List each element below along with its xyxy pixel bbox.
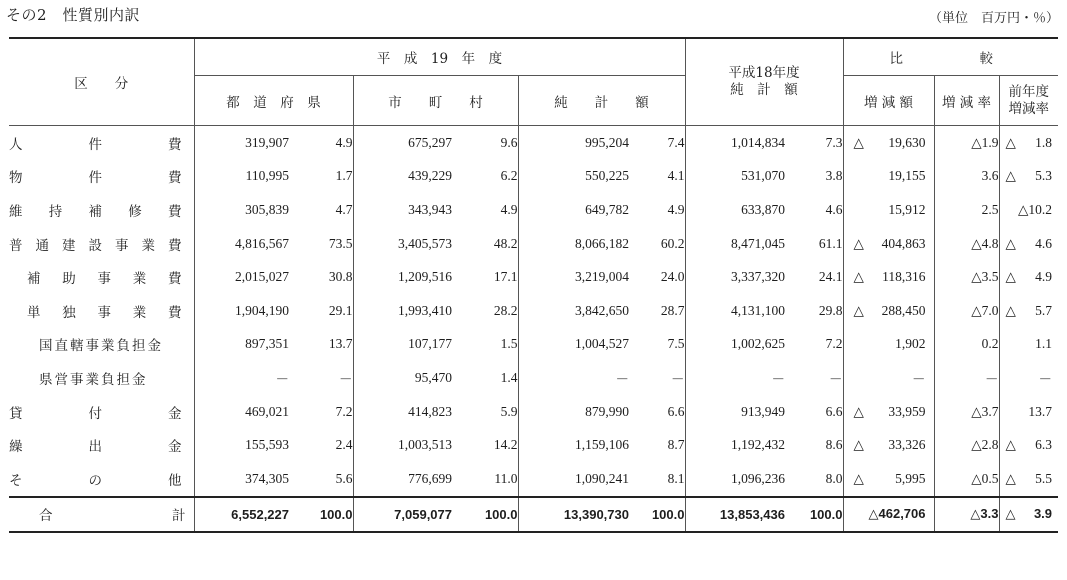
prev-rate-sign: △ <box>1005 134 1016 150</box>
prev-value: 3,337,320 <box>685 260 785 294</box>
muni-value: 675,297 <box>353 126 452 160</box>
h18-line2: 純 計 額 <box>730 82 798 98</box>
diff-amount: 33,326 <box>888 437 926 453</box>
prev-rate-amount: 1.1 <box>1035 336 1053 352</box>
row-label: 普 通 建 設 事 業 費 <box>9 237 182 254</box>
table-row <box>9 462 1058 497</box>
muni-pct: 28.2 <box>493 302 518 318</box>
rate-value: 2.5 <box>934 193 999 227</box>
rate-value: △7.0 <box>934 294 999 328</box>
col-zogengaku-header: 増 減 額 <box>843 76 934 126</box>
prev-rate-value <box>999 428 1058 462</box>
prev-rate-value <box>999 260 1058 294</box>
prev-rate-amount: △10.2 <box>1018 201 1053 217</box>
pref-value: 110,995 <box>194 160 289 194</box>
kaku-label: 較 <box>979 51 994 67</box>
prev-rate-value <box>999 126 1058 160</box>
net-pct: 4.9 <box>667 201 685 217</box>
page-title: その2 性質別内訳 <box>6 6 141 24</box>
pref-pct: 73.5 <box>328 235 353 251</box>
muni-value: 1,209,516 <box>353 260 452 294</box>
prev-rate-amount: 4.6 <box>1035 235 1053 251</box>
diff-sign: △ <box>853 470 864 486</box>
prev-value: 13,853,436 <box>685 497 785 533</box>
prev-rate-sign: △ <box>1005 470 1016 486</box>
prev-value: 8,471,045 <box>685 227 785 261</box>
net-value: 1,004,527 <box>518 328 629 362</box>
table-row <box>9 160 1058 194</box>
prev-pct: 29.8 <box>818 302 843 318</box>
pref-value: 305,839 <box>194 193 289 227</box>
pref-pct: 30.8 <box>328 269 353 285</box>
diff-value <box>843 160 934 194</box>
pref-pct: 5.6 <box>335 470 353 486</box>
prev-rate-sign: △ <box>1005 269 1016 285</box>
prev-rate-amount: 1.8 <box>1035 134 1053 150</box>
diff-sign: △ <box>853 134 864 150</box>
diff-amount: 19,155 <box>888 168 926 184</box>
prev-pct: 61.1 <box>818 235 843 251</box>
muni-value: 439,229 <box>353 160 452 194</box>
prev-value: 1,014,834 <box>685 126 785 160</box>
prev-rate-value <box>999 328 1058 362</box>
prev-rate-value <box>999 395 1058 429</box>
row-label: 国直轄事業負担金 <box>39 338 163 355</box>
col-h18-header <box>685 38 843 126</box>
prev-rate-sign: △ <box>1005 168 1016 184</box>
diff-value <box>843 361 934 395</box>
prev-rate-value <box>999 227 1058 261</box>
prev-value: 1,192,432 <box>685 428 785 462</box>
pref-pct: 2.4 <box>335 437 353 453</box>
muni-pct: 48.2 <box>493 235 518 251</box>
table-row <box>9 227 1058 261</box>
table-row <box>9 328 1058 362</box>
muni-pct: 9.6 <box>500 134 518 150</box>
diff-value <box>843 497 934 533</box>
diff-amount: 288,450 <box>881 302 926 318</box>
row-label: 繰 出 金 <box>9 439 182 456</box>
net-pct: 6.6 <box>667 403 685 419</box>
prev-pct: 4.6 <box>825 201 843 217</box>
rate-value: 3.6 <box>934 160 999 194</box>
muni-value: 776,699 <box>353 462 452 497</box>
col-todofuken-header: 都 道 府 県 <box>194 76 353 126</box>
prev-rate-value <box>999 462 1058 497</box>
prev-rate-sign: △ <box>1005 302 1016 318</box>
prev-pct: 24.1 <box>818 269 843 285</box>
prev-rate-value <box>999 497 1058 533</box>
prev-value: 913,949 <box>685 395 785 429</box>
prev-pct: － <box>829 371 843 387</box>
diff-value <box>843 462 934 497</box>
pref-value: 469,021 <box>194 395 289 429</box>
prev-value: 531,070 <box>685 160 785 194</box>
muni-pct: 6.2 <box>500 168 518 184</box>
net-pct: － <box>671 371 685 387</box>
net-pct: 7.5 <box>667 336 685 352</box>
diff-amount: 19,630 <box>888 134 926 150</box>
col-kubun-header: 区 分 <box>9 38 194 126</box>
prev-pct: 7.3 <box>825 134 843 150</box>
diff-sign: △ <box>853 403 864 419</box>
prev-rate-amount: 13.7 <box>1028 403 1053 419</box>
table-row <box>9 193 1058 227</box>
pref-value: 1,904,190 <box>194 294 289 328</box>
rate-value: △0.5 <box>934 462 999 497</box>
diff-value <box>843 428 934 462</box>
row-label: 補 助 事 業 費 <box>27 271 182 288</box>
pref-value: 374,305 <box>194 462 289 497</box>
pref-pct: 13.7 <box>328 336 353 352</box>
col-junkei-header: 純 計 額 <box>518 76 685 126</box>
muni-pct: 5.9 <box>500 403 518 419</box>
rate-value: △3.7 <box>934 395 999 429</box>
prev-rate-amount: 3.9 <box>1033 506 1053 522</box>
pref-pct: 7.2 <box>335 403 353 419</box>
prev-rate-value <box>999 160 1058 194</box>
diff-value <box>843 294 934 328</box>
row-label: そ の 他 <box>9 472 182 489</box>
diff-amount: 5,995 <box>895 470 926 486</box>
muni-pct: 1.4 <box>500 369 518 385</box>
col-h19-header: 平 成 19 年 度 <box>194 38 685 76</box>
net-pct: 100.0 <box>629 497 685 533</box>
table-row <box>9 294 1058 328</box>
row-label: 維 持 補 修 費 <box>9 203 182 220</box>
prev-pct: 8.6 <box>825 437 843 453</box>
prev-rate-amount: 6.3 <box>1035 437 1053 453</box>
diff-sign: △ <box>853 269 864 285</box>
diff-sign: △ <box>853 235 864 251</box>
rate-value: △3.3 <box>934 497 999 533</box>
net-pct: 7.4 <box>667 134 685 150</box>
muni-pct: 1.5 <box>500 336 518 352</box>
muni-value: 1,993,410 <box>353 294 452 328</box>
pref-pct: 29.1 <box>328 302 353 318</box>
prev-rate-value <box>999 361 1058 395</box>
table-row <box>9 395 1058 429</box>
net-pct: 4.1 <box>667 168 685 184</box>
pref-value: 155,593 <box>194 428 289 462</box>
muni-value: 107,177 <box>353 328 452 362</box>
row-label: 県営事業負担金 <box>39 371 148 388</box>
prev-pct: 6.6 <box>825 403 843 419</box>
diff-amount: △462,706 <box>868 506 926 522</box>
diff-value <box>843 260 934 294</box>
net-pct: 24.0 <box>660 269 685 285</box>
unit-note: （単位 百万円・％） <box>928 11 1059 26</box>
rate-value: △1.9 <box>934 126 999 160</box>
prev-value: 4,131,100 <box>685 294 785 328</box>
muni-pct: 11.0 <box>494 470 518 486</box>
diff-amount: 404,863 <box>881 235 926 251</box>
col-zogenritsu-header: 増 減 率 <box>934 76 999 126</box>
col-zennendo-header: 前年度 増減率 <box>999 76 1058 126</box>
diff-amount: 33,959 <box>888 403 926 419</box>
hi-label: 比 <box>889 51 903 67</box>
diff-value <box>843 227 934 261</box>
h18-line1: 平成18年度 <box>728 65 800 81</box>
prev-value: 1,002,625 <box>685 328 785 362</box>
pref-pct: 1.7 <box>335 168 353 184</box>
pref-pct: 4.7 <box>335 201 353 217</box>
pref-pct: 4.9 <box>335 134 353 150</box>
pref-pct: － <box>339 371 353 387</box>
col-comparison-header <box>843 38 1058 76</box>
row-label: 人 件 費 <box>9 136 182 153</box>
rate-value: △4.8 <box>934 227 999 261</box>
expenditure-table <box>9 37 1058 533</box>
row-label: 単 独 事 業 費 <box>27 304 182 321</box>
prev-value: 1,096,236 <box>685 462 785 497</box>
table-row <box>9 361 1058 395</box>
pref-pct: 100.0 <box>289 497 353 533</box>
prev-rate-value <box>999 294 1058 328</box>
muni-pct: 17.1 <box>493 269 518 285</box>
net-value: 995,204 <box>518 126 629 160</box>
muni-value: 414,823 <box>353 395 452 429</box>
rate-value: － <box>934 361 999 395</box>
prev-pct: 7.2 <box>825 336 843 352</box>
prev-rate-amount: 4.9 <box>1035 269 1053 285</box>
net-value: 649,782 <box>518 193 629 227</box>
prev-rate-amount: － <box>1038 371 1053 387</box>
muni-pct: 100.0 <box>452 497 518 533</box>
pref-value: 319,907 <box>194 126 289 160</box>
rate-value: 0.2 <box>934 328 999 362</box>
muni-value: 95,470 <box>353 361 452 395</box>
pref-value: － <box>194 361 289 395</box>
net-value: 1,159,106 <box>518 428 629 462</box>
row-label: 物 件 費 <box>9 170 182 187</box>
net-value: 8,066,182 <box>518 227 629 261</box>
row-label: 貸 付 金 <box>9 405 182 422</box>
rate-value: △2.8 <box>934 428 999 462</box>
prev-rate-sign: △ <box>1005 506 1016 522</box>
table-row <box>9 497 1058 533</box>
diff-value <box>843 328 934 362</box>
prev-value: － <box>685 361 785 395</box>
prev-pct: 3.8 <box>825 168 843 184</box>
pref-value: 2,015,027 <box>194 260 289 294</box>
net-pct: 8.1 <box>667 470 685 486</box>
table-row <box>9 428 1058 462</box>
muni-value: 343,943 <box>353 193 452 227</box>
prev-value: 633,870 <box>685 193 785 227</box>
prev-rate-sign: △ <box>1005 235 1016 251</box>
diff-sign: △ <box>853 302 864 318</box>
prev-rate-amount: 5.5 <box>1035 470 1053 486</box>
net-pct: 8.7 <box>667 437 685 453</box>
row-label: 合 計 <box>9 497 194 533</box>
net-value: － <box>518 361 629 395</box>
prev-pct: 100.0 <box>785 497 843 533</box>
net-value: 550,225 <box>518 160 629 194</box>
prev-rate-sign: △ <box>1005 437 1016 453</box>
rate-value: △3.5 <box>934 260 999 294</box>
net-value: 3,219,004 <box>518 260 629 294</box>
muni-value: 1,003,513 <box>353 428 452 462</box>
net-value: 879,990 <box>518 395 629 429</box>
muni-pct: 4.9 <box>500 201 518 217</box>
table-row <box>9 126 1058 160</box>
diff-amount: － <box>912 371 926 387</box>
pref-value: 897,351 <box>194 328 289 362</box>
diff-sign: △ <box>853 437 864 453</box>
muni-value: 3,405,573 <box>353 227 452 261</box>
diff-value <box>843 126 934 160</box>
prev-rate-amount: 5.3 <box>1035 168 1053 184</box>
pref-value: 4,816,567 <box>194 227 289 261</box>
muni-pct: 14.2 <box>493 437 518 453</box>
net-value: 13,390,730 <box>518 497 629 533</box>
diff-amount: 1,902 <box>895 336 926 352</box>
table-row <box>9 260 1058 294</box>
net-pct: 28.7 <box>660 302 685 318</box>
diff-value <box>843 395 934 429</box>
net-pct: 60.2 <box>660 235 685 251</box>
muni-value: 7,059,077 <box>353 497 452 533</box>
prev-pct: 8.0 <box>825 470 843 486</box>
diff-amount: 118,316 <box>882 269 926 285</box>
diff-amount: 15,912 <box>888 201 926 217</box>
net-value: 1,090,241 <box>518 462 629 497</box>
pref-value: 6,552,227 <box>194 497 289 533</box>
prev-rate-amount: 5.7 <box>1035 302 1053 318</box>
prev-rate-value <box>999 193 1058 227</box>
col-shichoson-header: 市 町 村 <box>353 76 518 126</box>
net-value: 3,842,650 <box>518 294 629 328</box>
diff-value <box>843 193 934 227</box>
